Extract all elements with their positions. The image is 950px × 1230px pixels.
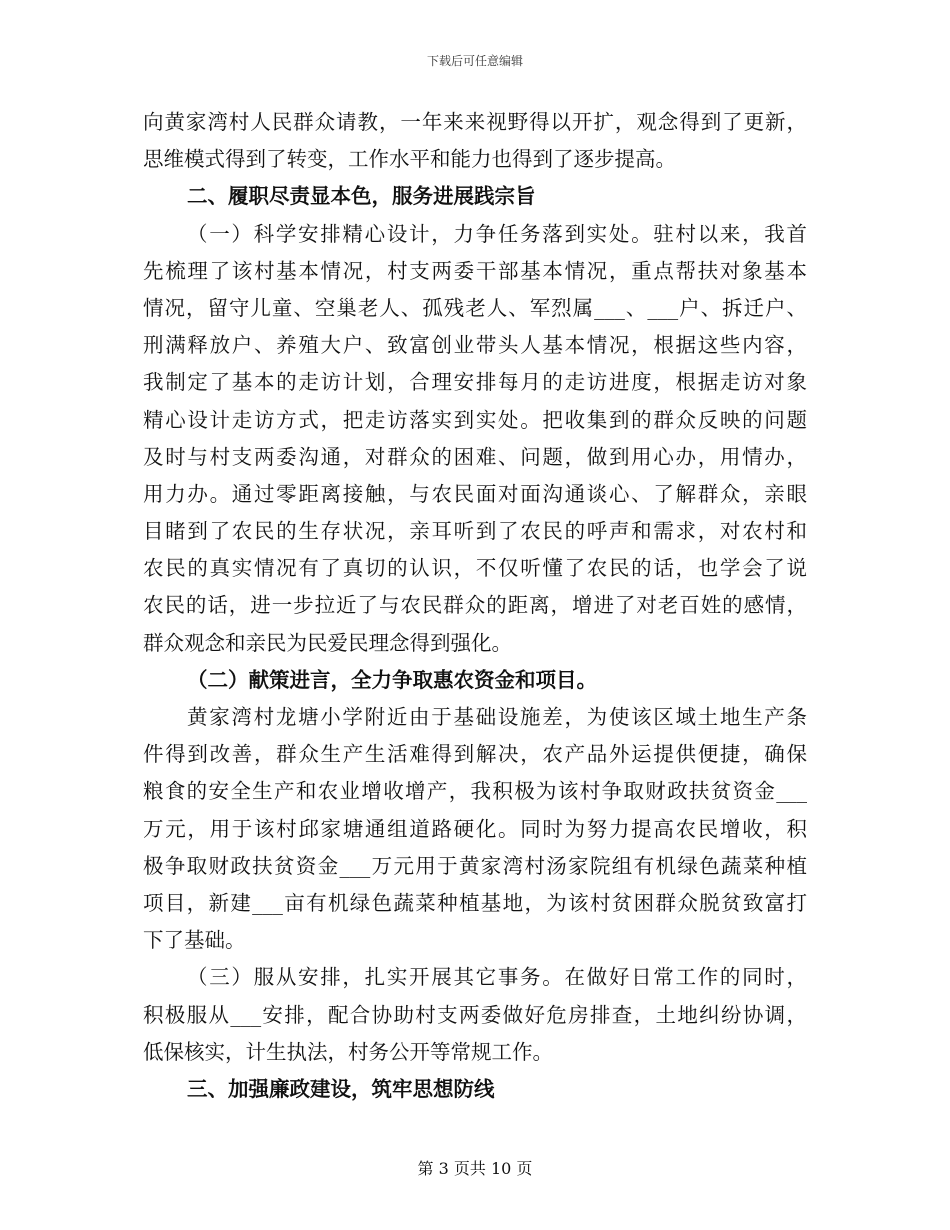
paragraph-line: 及时与村支两委沟通，对群众的困难、问题，做到用心办，用情办， [143,444,807,469]
section-heading: 三、加强廉政建设，筑牢思想防线 [187,1076,495,1101]
paragraph-line: 先梳理了该村基本情况，村支两委干部基本情况，重点帮扶对象基本 [143,258,807,283]
paragraph-line: 群众观念和亲民为民爱民理念得到强化。 [143,630,512,655]
paragraph-line: 农民的真实情况有了真切的认识，不仅听懂了农民的话，也学会了说 [143,556,807,581]
paragraph-line: 下了基础。 [143,928,246,953]
paragraph-line: 用力办。通过零距离接触，与农民面对面沟通谈心、了解群众，亲眼 [143,481,807,506]
paragraph-line: 低保核实，计生执法，村务公开等常规工作。 [143,1039,553,1064]
paragraph-line: （一）科学安排精心设计，力争任务落到实处。驻村以来，我首 [187,221,807,246]
paragraph-line: 我制定了基本的走访计划，合理安排每月的走访进度，根据走访对象 [143,370,807,395]
paragraph-line: 积极服从___安排，配合协助村支两委做好危房排查，土地纠纷协调， [143,1002,807,1027]
section-heading: 二、履职尽责显本色，服务进展践宗旨 [187,184,536,209]
paragraph-line: （三）服从安排，扎实开展其它事务。在做好日常工作的同时， [187,965,807,990]
paragraph-line: 粮食的安全生产和农业增收增产，我积极为该村争取财政扶贫资金___ [143,779,807,804]
paragraph-line: 件得到改善，群众生产生活难得到解决，农产品外运提供便捷，确保 [143,742,807,767]
paragraph-line: 万元，用于该村邱家塘通组道路硬化。同时为努力提高农民增收，积 [143,816,807,841]
paragraph-line: 向黄家湾村人民群众请教，一年来来视野得以开扩，观念得到了更新， [143,110,807,134]
header-note: 下载后可任意编辑 [426,54,523,68]
paragraph-line: 刑满释放户、养殖大户、致富创业带头人基本情况，根据这些内容， [143,333,807,358]
paragraph-line: 精心设计走访方式，把走访落实到实处。把收集到的群众反映的问题 [143,407,807,432]
paragraph-line: 极争取财政扶贫资金___万元用于黄家湾村汤家院组有机绿色蔬菜种植 [143,853,807,878]
paragraph-line: 目睹到了农民的生存状况，亲耳听到了农民的呼声和需求，对农村和 [143,519,807,544]
page-number: 第 3 页共 10 页 [417,1159,533,1178]
subsection-heading: （二）献策进言，全力争取惠农资金和项目。 [187,667,597,692]
paragraph-line: 思维模式得到了转变，工作水平和能力也得到了逐步提高。 [143,147,676,172]
paragraph-line: 情况，留守儿童、空巢老人、孤残老人、军烈属___、___户、拆迁户、 [143,295,807,320]
body-text [143,104,807,1108]
paragraph-line: 黄家湾村龙塘小学附近由于基础设施差，为使该区域土地生产条 [187,705,807,729]
paragraph-line: 农民的话，进一步拉近了与农民群众的距离，增进了对老百姓的感情， [143,593,807,618]
paragraph-line: 项目，新建___亩有机绿色蔬菜种植基地，为该村贫困群众脱贫致富打 [143,890,807,915]
